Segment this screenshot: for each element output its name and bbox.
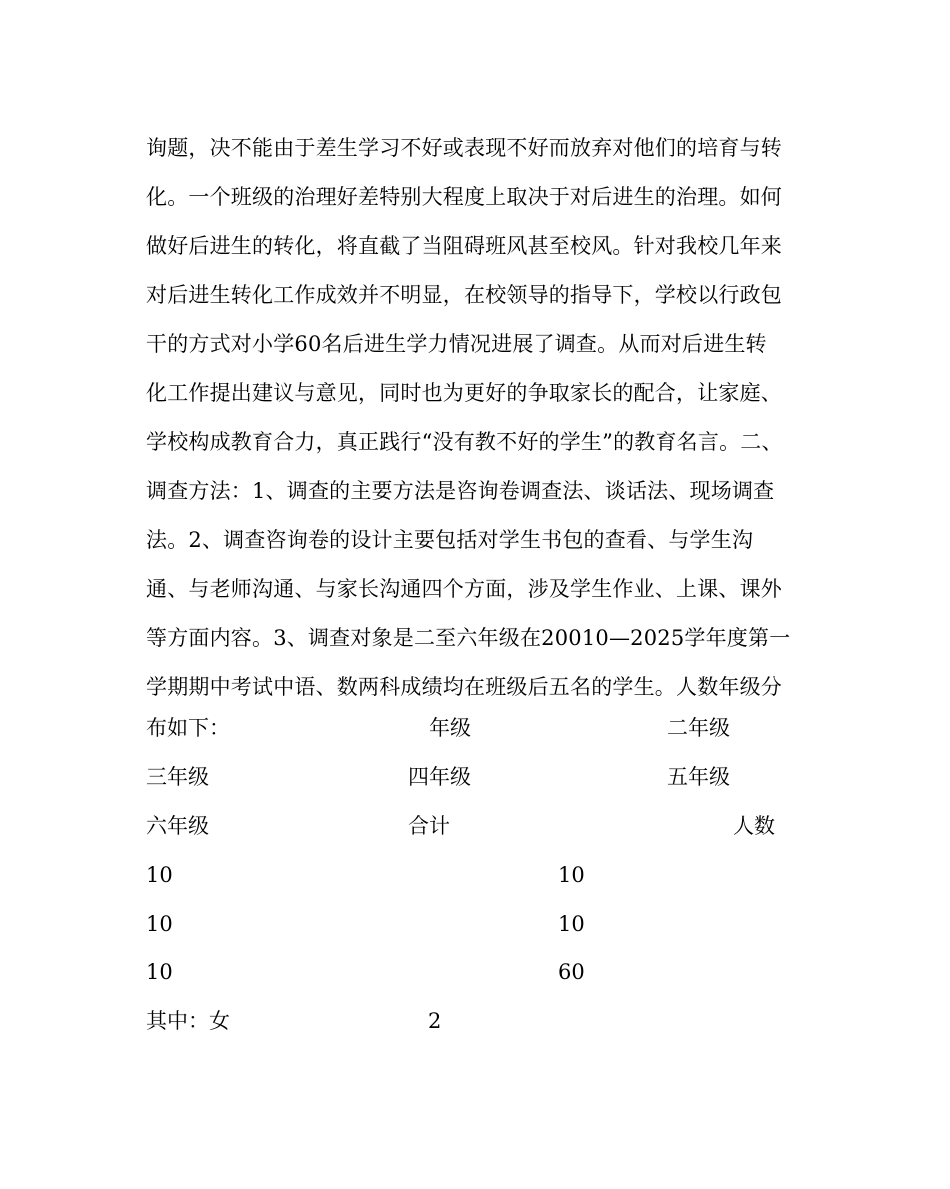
paragraph-line: 干的方式对小学60名后进生学力情况进展了调查。从而对后进生转 [146, 332, 767, 356]
table-cell: 布如下： [146, 716, 230, 740]
paragraph-line: 化。一个班级的治理好差特别大程度上取决于对后进生的治理。如何 [146, 185, 782, 209]
table-cell: 二年级 [667, 716, 730, 740]
table-cell: 三年级 [146, 765, 209, 789]
table-cell: 2 [428, 1009, 442, 1033]
paragraph-line: 法。2、调查咨询卷的设计主要包括对学生书包的查看、与学生沟 [146, 528, 754, 552]
table-cell: 10 [146, 960, 173, 984]
paragraph-line: 学期期中考试中语、数两科成绩均在班级后五名的学生。人数年级分 [146, 675, 782, 699]
table-cell: 10 [146, 912, 173, 936]
table-cell: 10 [146, 863, 173, 887]
paragraph-line: 通、与老师沟通、与家长沟通四个方面，涉及学生作业、上课、课外 [146, 577, 782, 601]
table-cell: 60 [558, 960, 585, 984]
table-cell: 六年级 [146, 814, 209, 838]
table-cell: 四年级 [408, 765, 471, 789]
table-cell: 其中：女 [146, 1009, 230, 1033]
table-cell: 10 [558, 912, 585, 936]
table-cell: 合计 [408, 814, 450, 838]
paragraph-line: 对后进生转化工作成效并不明显，在校领导的指导下，学校以行政包 [146, 283, 782, 307]
table-cell: 10 [558, 863, 585, 887]
paragraph-line: 等方面内容。3、调查对象是二至六年级在20010—2025学年度第一 [146, 626, 791, 650]
table-cell: 年级 [429, 716, 471, 740]
paragraph-line: 询题，决不能由于差生学习不好或表现不好而放弃对他们的培育与转 [146, 136, 782, 160]
paragraph-line: 调查方法：1、调查的主要方法是咨询卷调查法、谈话法、现场调查 [146, 479, 775, 503]
table-cell: 人数 [733, 814, 775, 838]
paragraph-line: 做好后进生的转化，将直截了当阻碍班风甚至校风。针对我校几年来 [146, 234, 782, 258]
paragraph-line: 化工作提出建议与意见，同时也为更好的争取家长的配合，让家庭、 [146, 381, 782, 405]
table-cell: 五年级 [667, 765, 730, 789]
paragraph-line: 学校构成教育合力，真正践行“没有教不好的学生”的教育名言。二、 [146, 430, 783, 454]
